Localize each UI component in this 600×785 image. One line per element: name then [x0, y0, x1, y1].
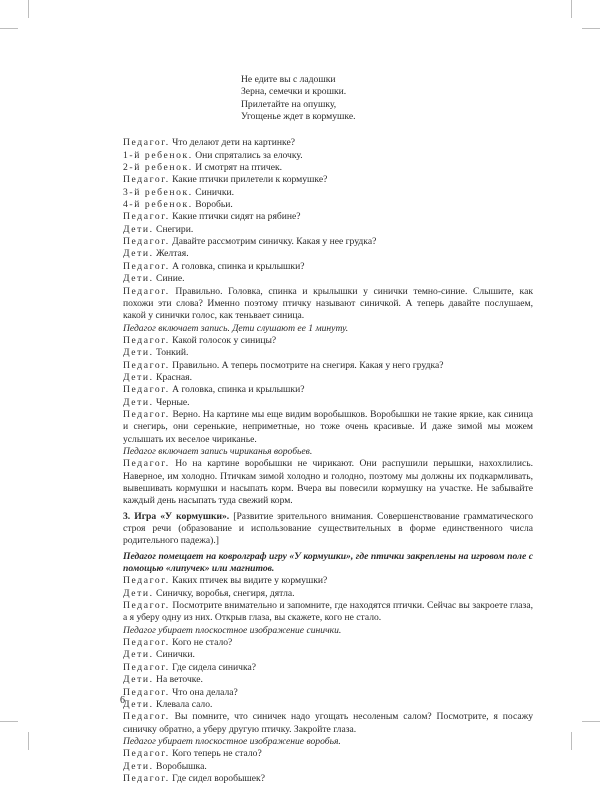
- speaker: Педагог.: [123, 661, 170, 673]
- speaker: Педагог.: [123, 575, 170, 587]
- speaker: Дети.: [123, 698, 154, 710]
- poem-line: Зерна, семечки и крошки.: [241, 86, 347, 98]
- utterance: На веточке.: [153, 674, 203, 686]
- utterance: Синичку, воробья, снегиря, дятла.: [153, 587, 295, 599]
- poem-line: Прилетайте на опушку,: [241, 98, 337, 110]
- utterance: Красная.: [153, 371, 192, 383]
- speaker: Педагог.: [123, 236, 170, 248]
- utterance: Правильно. А теперь посмотрите на снегиря. Какая у него грудка?: [169, 359, 444, 371]
- dialog-line: [123, 662, 533, 674]
- utterance: Они спрятались за елочку.: [192, 149, 303, 161]
- utterance: Кого не стало?: [169, 637, 233, 649]
- speaker: Педагог.: [123, 285, 170, 297]
- utterance: Верно. На картине мы еще видим воробышков. Воробышки не такие яркие, как синица и снегирь, они серенькие, неприметные, но тоже очень красивые. И даже зимой мы можем услышать их веселое чириканье.: [123, 408, 533, 445]
- speaker: Дети.: [123, 273, 154, 285]
- dialog-line: [123, 261, 533, 273]
- game-section: [123, 511, 533, 548]
- speaker: Педагог.: [123, 600, 170, 612]
- utterance: Где сидел воробышек?: [169, 772, 265, 784]
- speaker: Педагог.: [123, 137, 170, 149]
- dialog-line: [123, 575, 533, 587]
- dialog-line: [123, 600, 533, 625]
- dialog-line: [123, 372, 533, 384]
- speaker: Дети.: [123, 674, 154, 686]
- speaker: Дети.: [123, 347, 154, 359]
- dialog-line: [123, 409, 533, 446]
- dialogue: [123, 137, 533, 785]
- utterance: Воробьи.: [192, 199, 233, 211]
- dialog-line: [123, 711, 533, 736]
- page-number: 6: [120, 695, 125, 706]
- speaker: Педагог.: [123, 637, 170, 649]
- utterance: Но на картине воробышки не чирикают. Они распушили перышки, нахохлились. Наверное, им холодно. Птичкам зимой холодно и голодно, поэтому мы должны их подкармливать, вывешивать кормушки и насыпать корм. Вчера вы повесили кормушку на участке. Не забывайте каждый день насыпать туда свежий корм.: [123, 458, 533, 507]
- speaker: Дети.: [123, 223, 154, 235]
- utterance: Клевала сало.: [153, 698, 213, 710]
- dialog-line: [123, 273, 533, 285]
- utterance: А головка, спинка и крылышки?: [169, 260, 305, 272]
- dialog-line: [123, 637, 533, 649]
- speaker: Дети.: [123, 649, 154, 661]
- dialog-line: [123, 761, 533, 773]
- dialog-line: [123, 773, 533, 785]
- speaker: Педагог.: [123, 359, 170, 371]
- utterance: Синички.: [192, 186, 235, 198]
- dialog-line: [123, 335, 533, 347]
- speaker: Педагог.: [123, 211, 170, 223]
- utterance: Тонкий.: [153, 347, 189, 359]
- utterance: Черные.: [153, 396, 190, 408]
- dialog-line: [123, 384, 533, 396]
- dialog-line: [123, 137, 533, 149]
- utterance: Давайте рассмотрим синичку. Какая у нее грудка?: [169, 236, 377, 248]
- stage-note: Педагог убирает плоскостное изображение воробья.: [123, 735, 341, 747]
- speaker: Педагог.: [123, 711, 170, 723]
- speaker: Дети.: [123, 587, 154, 599]
- stage-note: Педагог включает запись. Дети слушают ее 1 минуту.: [123, 322, 349, 334]
- dialog-line: [123, 286, 533, 323]
- speaker: Педагог.: [123, 174, 170, 186]
- dialog-line: [123, 224, 533, 236]
- utterance: Посмотрите внимательно и запомните, где находятся птички. Сейчас вы закроете глаза, а я уберу одну из них. Открыв глаза, вы скажете, кого не стало.: [123, 600, 533, 624]
- speaker: Дети.: [123, 248, 154, 260]
- utterance: Кого теперь не стало?: [169, 748, 262, 760]
- speaker: Педагог.: [123, 384, 170, 396]
- speaker: Педагог.: [123, 686, 170, 698]
- dialog-line: [123, 211, 533, 223]
- utterance: Снегири.: [153, 223, 194, 235]
- utterance: Где сидела синичка?: [169, 661, 257, 673]
- speaker: 3-й ребенок.: [123, 186, 193, 198]
- dialog-line: [123, 649, 533, 661]
- dialog-line: [123, 397, 533, 409]
- stage-note: Педагог включает запись чириканья воробьев.: [123, 445, 313, 457]
- page-body: [123, 74, 533, 785]
- speaker: Дети.: [123, 396, 154, 408]
- utterance: Какой голосок у синицы?: [169, 334, 277, 346]
- instruction-note: Педагог помещает на ковролграф игру «У кормушки», где птички закреплены на игровом поле с помощью «липучек» или магнитов.: [123, 550, 533, 575]
- speaker: Педагог.: [123, 748, 170, 760]
- dialog-line: [123, 174, 533, 186]
- dialog-line: [123, 588, 533, 600]
- speaker: Педагог.: [123, 334, 170, 346]
- utterance: Что она делала?: [169, 686, 238, 698]
- utterance: А головка, спинка и крылышки?: [169, 384, 305, 396]
- utterance: Каких птичек вы видите у кормушки?: [169, 575, 328, 587]
- dialog-line: [123, 236, 533, 248]
- speaker: 2-й ребенок.: [123, 162, 193, 174]
- utterance: И смотрят на птичек.: [192, 162, 283, 174]
- speaker: Дети.: [123, 760, 154, 772]
- dialog-line: [123, 347, 533, 359]
- dialog-line: [123, 150, 533, 162]
- speaker: 4-й ребенок.: [123, 199, 193, 211]
- dialog-line: [123, 458, 533, 507]
- utterance: Что делают дети на картинке?: [169, 137, 295, 149]
- utterance: Вы помните, что синичек надо угощать несоленым салом? Посмотрите, я посажу синичку обратно, а уберу другую птичку. Закройте глаза.: [123, 711, 533, 735]
- utterance: Правильно. Головка, спинка и крылышки у синички темно-синие. Слышите, как похожи эти слова? Именно поэтому птичку называют синичкой. А теперь давайте послушаем, какой у синички голос, как теньвает синица.: [123, 285, 533, 322]
- speaker: Педагог.: [123, 260, 170, 272]
- speaker: 1-й ребенок.: [123, 149, 193, 161]
- poem-line: Не едите вы с ладошки: [241, 74, 336, 85]
- utterance: Желтая.: [153, 248, 189, 260]
- dialog-line: [123, 187, 533, 199]
- utterance: Синие.: [153, 273, 185, 285]
- utterance: Какие птички прилетели к кормушке?: [169, 174, 328, 186]
- dialog-line: [123, 199, 533, 211]
- speaker: Педагог.: [123, 458, 170, 470]
- poem: [241, 74, 533, 123]
- dialog-line: [123, 699, 533, 711]
- dialog-line: [123, 748, 533, 760]
- game-title: 3. Игра «У кормушки».: [123, 510, 230, 522]
- dialog-line: [123, 360, 533, 372]
- utterance: Воробышка.: [153, 760, 207, 772]
- dialog-line: [123, 248, 533, 260]
- speaker: Педагог.: [123, 772, 170, 784]
- dialog-line: [123, 687, 533, 699]
- poem-line: Угощенье ждет в кормушке.: [241, 111, 356, 123]
- stage-note: Педагог убирает плоскостное изображение синички.: [123, 624, 342, 636]
- dialog-line: [123, 162, 533, 174]
- speaker: Дети.: [123, 371, 154, 383]
- game-description: [Развитие зрительного внимания. Совершенствование грамматического строя речи (образование и использование существительных в форме единственного числа родительного падежа).]: [123, 510, 534, 547]
- dialog-line: [123, 674, 533, 686]
- speaker: Педагог.: [123, 408, 170, 420]
- utterance: Какие птички сидят на рябине?: [169, 211, 301, 223]
- utterance: Синички.: [153, 649, 195, 661]
